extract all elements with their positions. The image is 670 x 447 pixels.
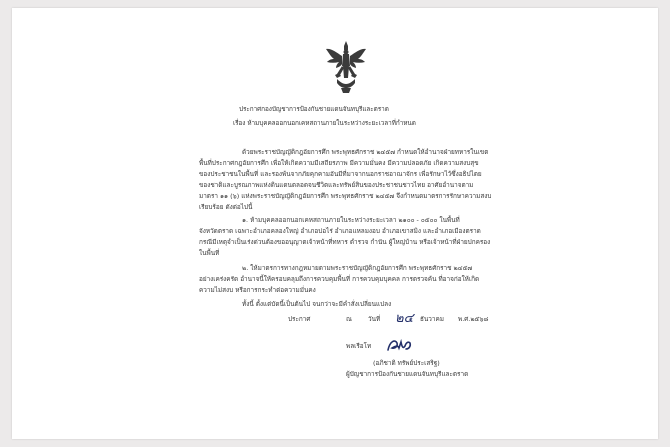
text-line: ในพื้นที่ <box>199 249 220 257</box>
text-line: ของประชาชนในพื้นที่ และรองพ้นจากภัยคุกคามอันมีที่มาจากนอกราชอาณาจักร เพื่อรักษาไว้ซึ่งอธิปไตย <box>199 170 482 178</box>
signature-mark <box>386 337 414 353</box>
signatory-position: ผู้บัญชาการป้องกันชายแดนจันทบุรีและตราด <box>346 370 469 378</box>
text-line: ด้วยพระราชบัญญัติกฎอัยการศึก พระพุทธศักราช ๒๔๕๗ กำหนดให้อำนาจฝ่ายทหารในเขต <box>242 148 489 156</box>
text-line: มาตรา ๑๑ (๖) แห่งพระราชบัญญัติกฎอัยการศึก พระพุทธศักราช ๒๔๕๗ จึงกำหนดมาตรการรักษาความสงบ <box>199 192 492 200</box>
handwritten-day: ๒๔ <box>395 311 414 326</box>
date-month: ธันวาคม <box>420 315 444 323</box>
day-label: วันที่ <box>368 315 381 323</box>
text-line: ๒. ให้มาตรการทางกฎหมายตามพระราชบัญญัติกฎอัยการศึก พระพุทธศักราช ๒๔๕๗ <box>242 264 473 272</box>
text-line: เรียบร้อย ดังต่อไปนี้ <box>199 203 253 211</box>
text-line: จังหวัดตราด เฉพาะอำเภอคลองใหญ่ อำเภอบ่อไร่ อำเภอแหลมงอบ อำเภอเขาสมิง และอำเภอเมืองตราด <box>199 227 481 235</box>
text-line: กรณีมีเหตุจำเป็นเร่งด่วนต้องขออนุญาตเจ้าหน้าที่ทหาร ตำรวจ กำนัน ผู้ใหญ่บ้าน หรือเจ้าหน้าที่ฝ่ายปกครอง <box>199 238 491 246</box>
text-line: อย่างเคร่งครัด อำนาจนี้ให้ครอบคลุมถึงการควบคุมพื้นที่ การควบคุมบุคคล การตรวจค้น ที่อาจก่อให้เกิด <box>199 275 480 283</box>
text-line: ความไม่สงบ หรือการกระทำต่อความมั่นคง <box>199 286 316 294</box>
text-line: ของชาติและบูรณภาพแห่งดินแดนตลอดจนชีวิตและทรัพย์สินของประชาชนชาวไทย อาศัยอำนาจตาม <box>199 181 474 189</box>
signatory-name: (อภิชาติ ทรัพย์ประเสริฐ) <box>373 359 440 367</box>
date-year: พ.ศ.๒๕๖๘ <box>458 315 489 323</box>
document-page <box>12 8 658 439</box>
effective-statement: ทั้งนี้ ตั้งแต่บัดนี้เป็นต้นไป จนกว่าจะมีคำสั่งเปลี่ยนแปลง <box>242 300 392 308</box>
text-line: พื้นที่ประกาศกฎอัยการศึก เพื่อให้เกิดความมีเสถียรภาพ มีความมั่นคง มีความปลอดภัย เกิดความสงบสุข <box>199 159 479 167</box>
text-line: ๑. ห้ามบุคคลออกนอกเคหสถานภายในระหว่างระยะเวลา ๒๑๐๐ - ๐๕๐๐ ในพื้นที่ <box>242 216 460 224</box>
document-title: ประกาศกองบัญชาการป้องกันชายแดนจันทบุรีและตราด <box>239 105 389 113</box>
document-subject: เรื่อง ห้ามบุคคลออกนอกเคหสถานภายในระหว่างระยะเวลาที่กำหนด <box>233 119 416 127</box>
date-at: ณ <box>346 315 352 323</box>
signatory-rank: พลเรือโท <box>346 342 372 350</box>
date-prefix: ประกาศ <box>288 315 311 323</box>
garuda-emblem-icon <box>325 40 367 94</box>
